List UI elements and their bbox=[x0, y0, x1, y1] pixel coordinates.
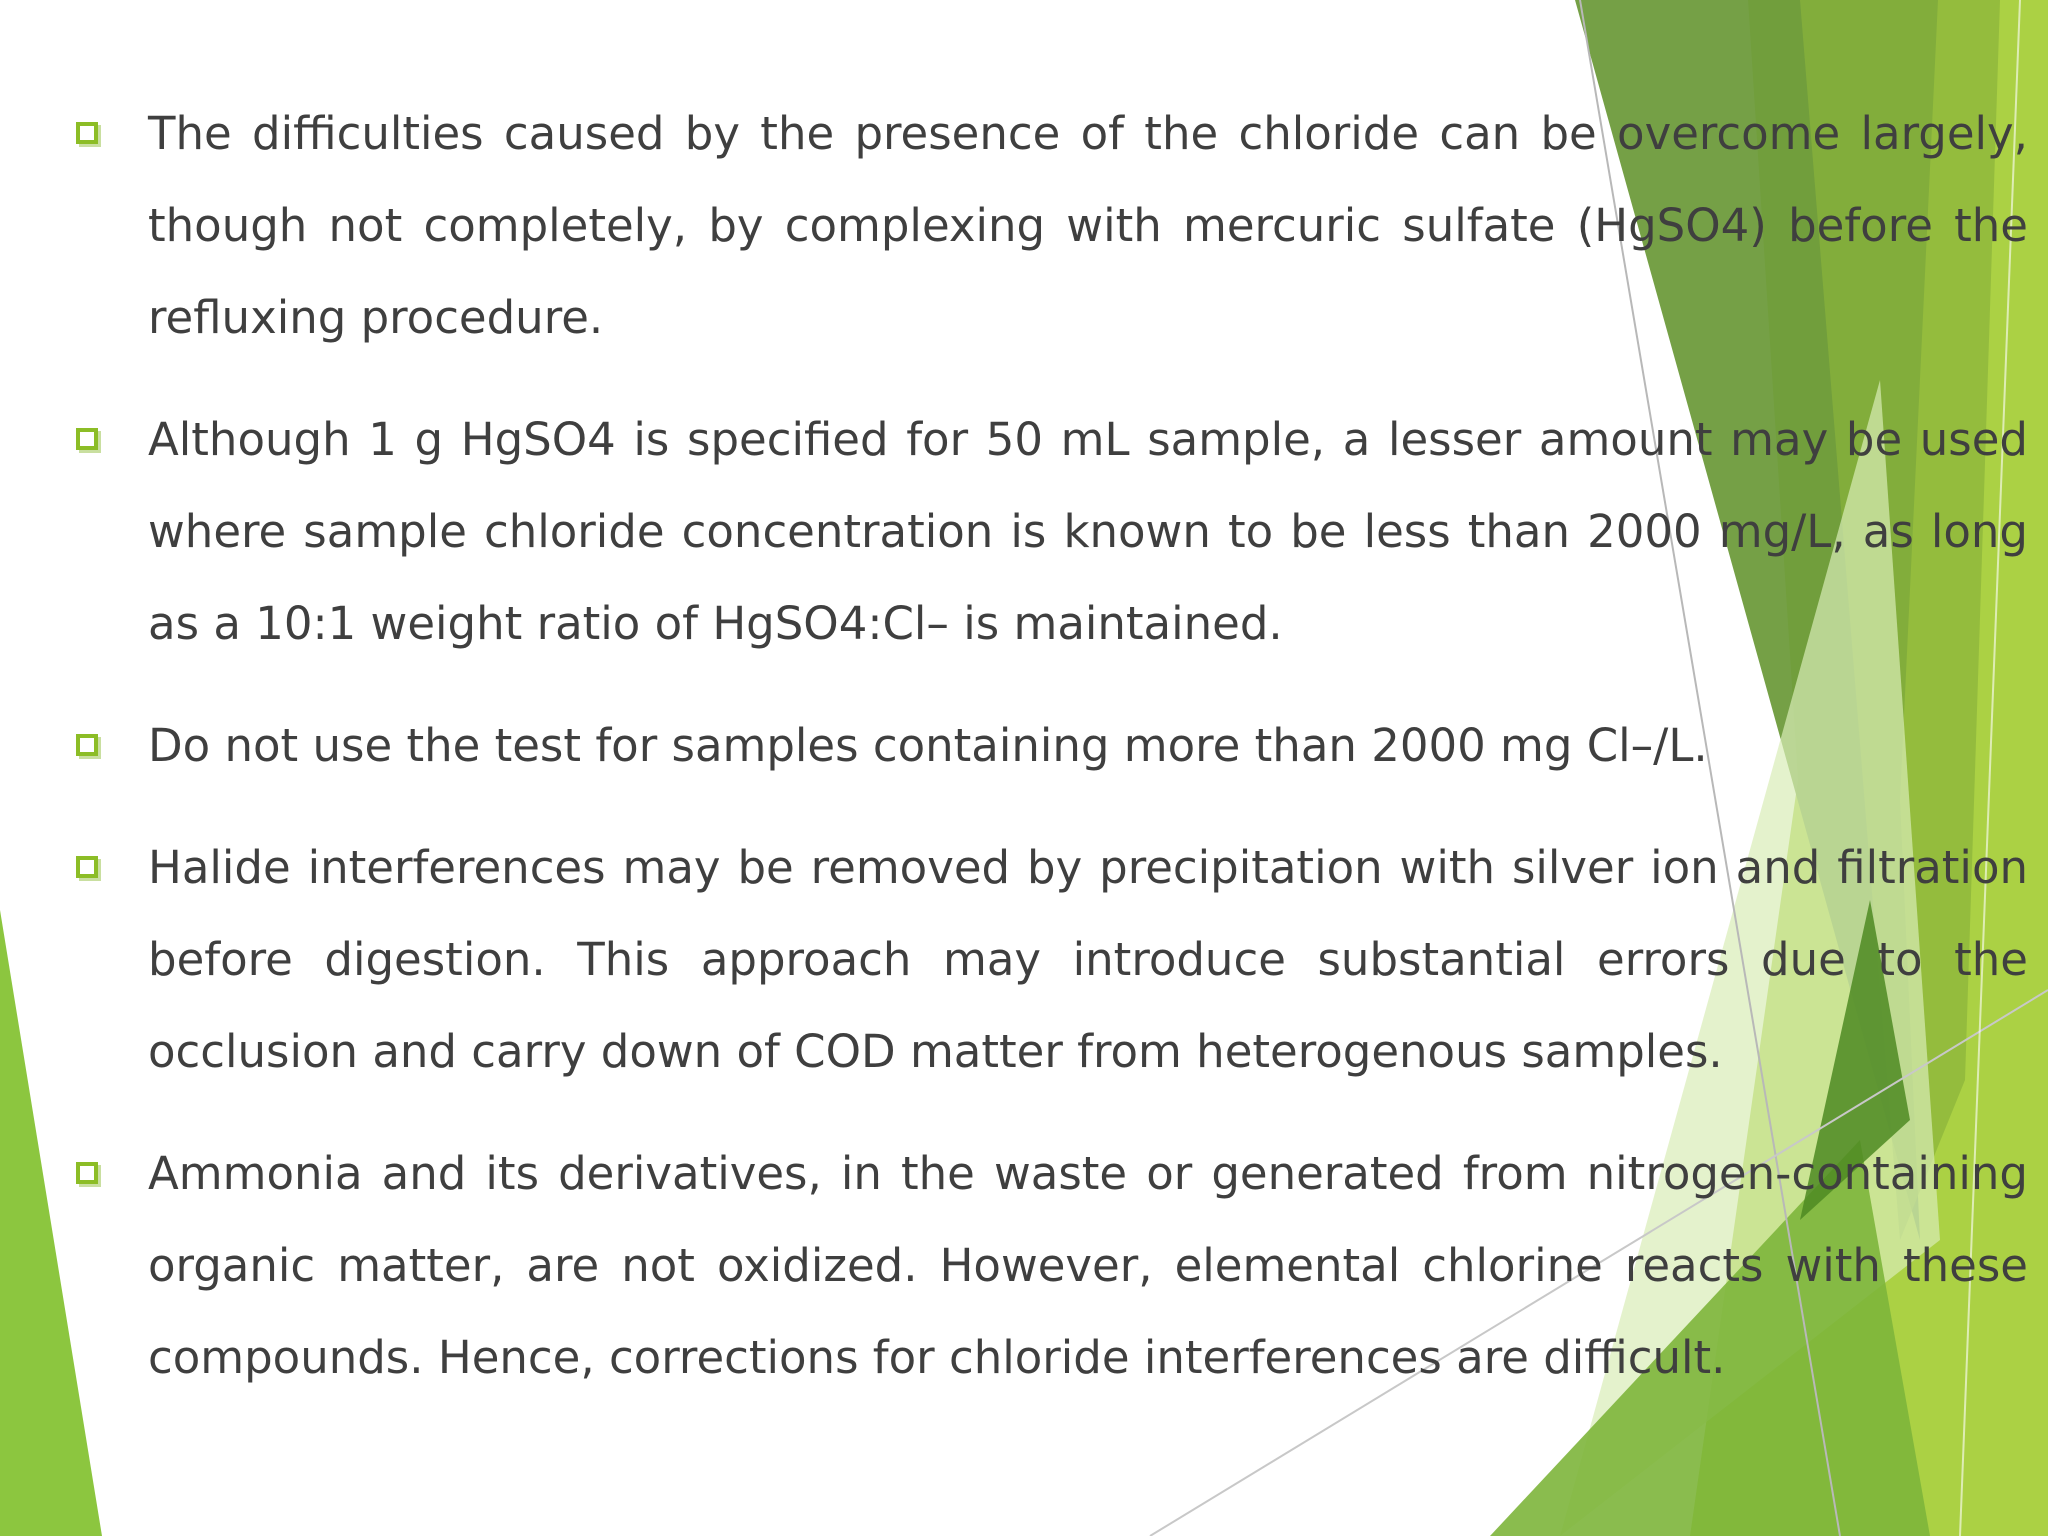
bullet-item bbox=[70, 394, 2028, 670]
bullet-text: The difficulties caused by the presence of the chloride can be overcome largely, though not completely, by complexing with mercuric sulfate (HgSO4) before the refluxing procedure. bbox=[148, 107, 2028, 344]
bullet-item bbox=[70, 700, 2028, 792]
bullet-text: Ammonia and its derivatives, in the waste or generated from nitrogen-containing organic matter, are not oxidized. However, elemental chlorine reacts with these compounds. Hence, corrections for chloride interferences are difficult. bbox=[148, 1147, 2028, 1384]
bullet-text: Halide interferences may be removed by precipitation with silver ion and filtration before digestion. This approach may introduce substantial errors due to the occlusion and carry down of COD matter from heterogenous samples. bbox=[148, 841, 2028, 1078]
hollow-square-bullet-icon bbox=[76, 734, 98, 756]
bullet-list bbox=[70, 88, 2028, 1434]
hollow-square-bullet-icon bbox=[76, 1162, 98, 1184]
bullet-text: Although 1 g HgSO4 is specified for 50 mL sample, a lesser amount may be used where sample chloride concentration is known to be less than 2000 mg/L, as long as a 10:1 weight ratio of HgSO4:Cl– is maintained. bbox=[148, 413, 2028, 650]
bullet-item bbox=[70, 88, 2028, 364]
hollow-square-bullet-icon bbox=[76, 428, 98, 450]
bullet-item bbox=[70, 822, 2028, 1098]
bullet-text: Do not use the test for samples containing more than 2000 mg Cl–/L. bbox=[148, 719, 1708, 772]
bullet-item bbox=[70, 1128, 2028, 1404]
hollow-square-bullet-icon bbox=[76, 856, 98, 878]
hollow-square-bullet-icon bbox=[76, 122, 98, 144]
